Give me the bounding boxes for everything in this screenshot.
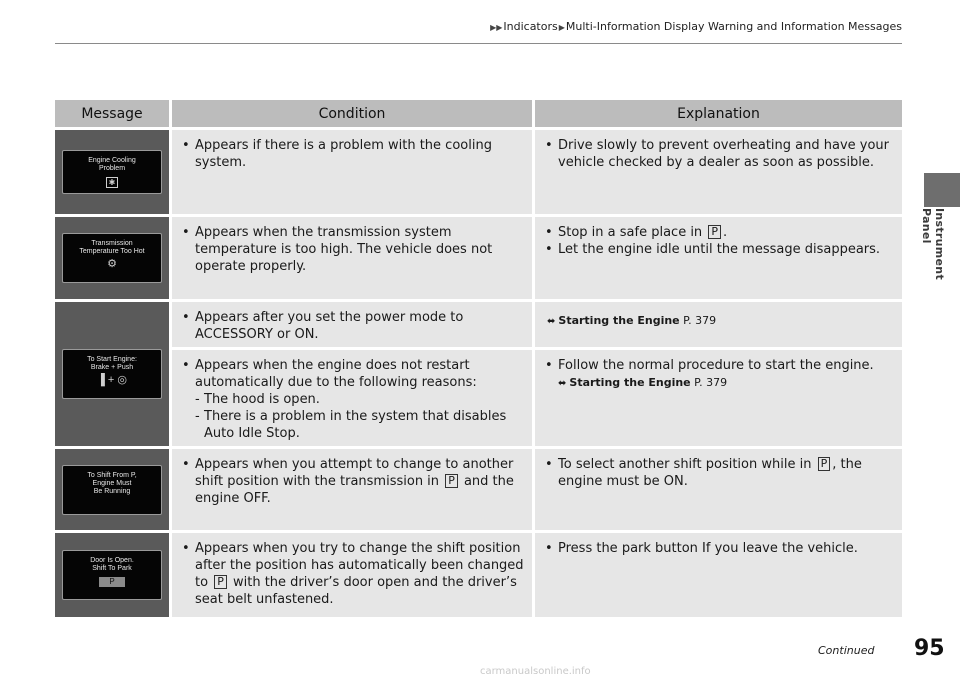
- cross-reference[interactable]: ⬌ Starting the Engine P. 379: [547, 314, 717, 327]
- message-image-cell: [55, 130, 169, 214]
- cross-reference[interactable]: ⬌ Starting the Engine P. 379: [558, 376, 728, 389]
- explanation-text: • Follow the normal procedure to start the engine.: [545, 357, 894, 374]
- screen-line: Transmission: [91, 240, 133, 247]
- explanation-text: • To select another shift position while in P , the engine must be ON.: [545, 456, 894, 490]
- condition-text: • Appears when you attempt to change to another shift position with the transmission in P and the engine OFF.: [182, 456, 524, 507]
- screen-line: Door Is Open.: [90, 557, 134, 564]
- table-header-row: [55, 100, 902, 127]
- table-row: [55, 217, 902, 299]
- section-tab-label: Instrument Panel: [920, 208, 946, 280]
- screen-line: To Shift From P,: [87, 471, 137, 479]
- screen-line: To Start Engine:: [87, 356, 137, 363]
- breadcrumb-arrow-icon: ▶: [558, 23, 565, 32]
- column-header-explanation: Explanation: [532, 100, 902, 127]
- gear-warning-icon: ⚙: [107, 258, 117, 270]
- condition-text: • Appears when the engine does not restart automatically due to the following reasons:: [182, 357, 524, 391]
- park-key-icon: P: [818, 457, 831, 471]
- explanation-cell: [532, 350, 902, 446]
- screen-line: Be Running: [93, 487, 131, 495]
- reference-arrow-icon: ⬌: [547, 316, 556, 327]
- park-key-icon: P: [708, 225, 721, 239]
- display-screen-shift-from-p: [62, 465, 162, 515]
- explanation-cell: [532, 533, 902, 617]
- page-number: 95: [914, 636, 945, 661]
- condition-sub-item: - The hood is open.: [195, 392, 320, 407]
- explanation-text: • Let the engine idle until the message disappears.: [545, 241, 894, 258]
- table-row: [55, 350, 902, 446]
- condition-cell: [169, 217, 532, 299]
- screen-line: Brake + Push: [90, 364, 134, 371]
- table-row: [55, 302, 902, 347]
- condition-text: • Appears when you try to change the shift position after the position has automatically been changed to P with the driver’s door open and the driver’s seat belt unfastened.: [182, 540, 524, 608]
- condition-cell: [169, 449, 532, 530]
- screen-line: Shift To Park: [92, 565, 132, 572]
- display-screen-transmission-temp: [62, 233, 162, 283]
- breadcrumb-item[interactable]: Multi-Information Display Warning and Information Messages: [565, 20, 902, 33]
- message-image-cell: [55, 533, 169, 617]
- explanation-text: • Stop in a safe place in P .: [545, 224, 894, 241]
- display-screen-start-engine: [62, 349, 162, 399]
- breadcrumb-item[interactable]: Indicators: [503, 20, 558, 33]
- condition-cell: [169, 130, 532, 214]
- display-screen-door-open: [62, 550, 162, 600]
- message-image-cell: [55, 217, 169, 299]
- park-key-icon: P: [214, 575, 227, 589]
- screen-line: Engine Cooling: [88, 157, 136, 164]
- condition-cell: [169, 302, 532, 347]
- condition-sub-item: - There is a problem in the system that disables Auto Idle Stop.: [195, 409, 507, 441]
- condition-cell: [169, 350, 532, 446]
- reference-arrow-icon: ⬌: [558, 378, 567, 389]
- breadcrumb: [0, 20, 902, 33]
- message-image-cell: [55, 449, 169, 530]
- explanation-cell: [532, 217, 902, 299]
- explanation-cell: [532, 302, 902, 347]
- coolant-warning-icon: ✱: [106, 177, 118, 188]
- column-header-condition: Condition: [169, 100, 532, 127]
- explanation-cell: [532, 130, 902, 214]
- breadcrumb-arrow-icon: ▶▶: [490, 23, 503, 32]
- table-row: [55, 449, 902, 530]
- brake-push-icon: ▐ + ◎: [97, 374, 127, 386]
- table-row: [55, 130, 902, 214]
- message-table: [55, 97, 902, 620]
- condition-cell: [169, 533, 532, 617]
- screen-line: Engine Must: [92, 479, 132, 487]
- park-badge-icon: P: [99, 577, 125, 587]
- display-screen-engine-cooling: [62, 150, 162, 194]
- column-header-message: Message: [55, 100, 169, 127]
- screen-line: Temperature Too Hot: [79, 248, 145, 255]
- watermark: carmanualsonline.info: [480, 666, 591, 677]
- condition-text: • Appears if there is a problem with the cooling system.: [182, 137, 524, 171]
- park-key-icon: P: [445, 474, 458, 488]
- table-row: [55, 533, 902, 617]
- header-divider: [55, 43, 902, 44]
- explanation-text: • Drive slowly to prevent overheating and have your vehicle checked by a dealer as soon as possible.: [545, 137, 894, 171]
- section-tab: [924, 173, 960, 207]
- continued-label: Continued: [818, 644, 875, 657]
- condition-text: • Appears when the transmission system temperature is too high. The vehicle does not operate properly.: [182, 224, 524, 275]
- message-image-cell: [55, 302, 169, 446]
- explanation-cell: [532, 449, 902, 530]
- screen-line: Problem: [98, 165, 126, 172]
- explanation-text: • Press the park button If you leave the vehicle.: [545, 540, 894, 557]
- condition-text: • Appears after you set the power mode to ACCESSORY or ON.: [182, 309, 524, 343]
